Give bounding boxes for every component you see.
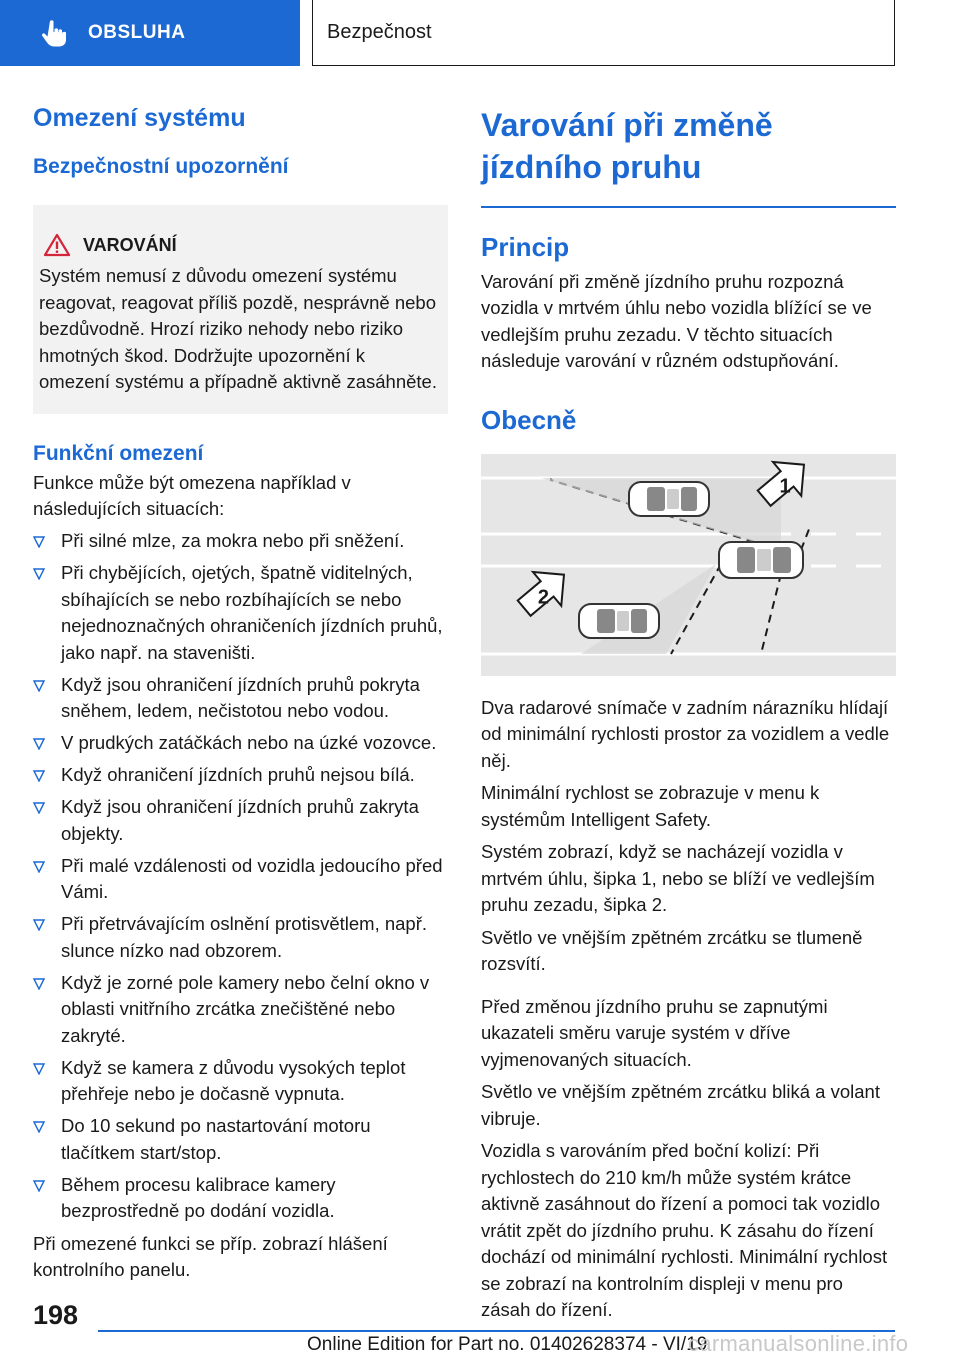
paragraph: Minimální rychlost se zobrazuje v menu k systémům Intelligent Safety.: [481, 782, 820, 830]
left-column: [33, 100, 448, 1284]
watermark: carmanualsonline.info: [688, 1331, 909, 1356]
paragraph: Světlo ve vnějším zpětném zrcátku se tlumeně rozsvítí.: [481, 926, 863, 974]
hand-pointer-icon: [40, 18, 70, 48]
lane-change-illustration: [481, 454, 896, 676]
warning-triangle-icon: [43, 233, 71, 257]
subsection-heading: Bezpečnostní upozornění: [33, 155, 289, 178]
paragraph: Vozidla s varováním před boční kolizí: Při rychlostech do 210 km/h může systém krátce aktivně zasáhnout do řízení a pomoci tak vozidlo vrátit zpět do jízdního pruhu. K zásahu do řízení dochází od minimální rychlosti. Minimální rychlost se zobrazí na kontrolním displeji v menu pro zásah do řízení.: [481, 1140, 888, 1320]
list-item: Při chybějících, ojetých, špatně viditelných, sbíhajících se nebo rozbíhajících se nebo nejednoznačných ohraničeních jízdních pruhů, jako např. na staveništi.: [33, 560, 448, 666]
chapter-tab[interactable]: [0, 0, 300, 66]
triangle-bullet-icon: [33, 1121, 45, 1133]
paragraph: Před změnou jízdního pruhu se zapnutými ukazateli směru varuje systém v dříve vyjmenovaných situacích.: [481, 995, 828, 1070]
list-item: Když se kamera z důvodu vysokých teplot přehřeje nebo je dočasně vypnuta.: [33, 1055, 448, 1108]
section-header: [312, 0, 895, 66]
principle-heading: Princip: [481, 231, 570, 262]
list-item: Při silné mlze, za mokra nebo při sněžení.: [33, 528, 448, 555]
paragraph: Systém zobrazí, když se nacházejí vozidla v mrtvém úhlu, šipka 1, nebo se blíží ve vedlejším pruhu zezadu, šipka 2.: [481, 841, 875, 915]
main-heading: Varování při změně jízdního pruhu: [481, 107, 773, 185]
list-item: Při přetrvávajícím oslnění protisvětlem, např. slunce nízko nad obzorem.: [33, 911, 448, 964]
list-item: V prudkých zatáčkách nebo na úzké vozovce.: [33, 730, 448, 757]
triangle-bullet-icon: [33, 861, 45, 873]
triangle-bullet-icon: [33, 919, 45, 931]
list-item: Do 10 sekund po nastartování motoru tlačítkem start/stop.: [33, 1113, 448, 1166]
vehicle-blind-spot: [629, 482, 709, 516]
arrow-1-label: 1: [779, 474, 791, 497]
warning-text: Systém nemusí z důvodu omezení systému reagovat, reagovat příliš pozdě, nesprávně nebo bezdůvodně. Hrozí riziko nehody nebo riziko hmotných škod. Dodržujte upozornění k omezení systému a případně aktivně zasáhněte.: [39, 265, 437, 392]
triangle-bullet-icon: [33, 1180, 45, 1192]
vehicle-approaching: [579, 604, 659, 638]
arrow-2-label: 2: [537, 586, 550, 609]
list-item: Když jsou ohraničení jízdních pruhů pokryta sněhem, ledem, nečistotou nebo vodou.: [33, 672, 448, 725]
list-item: Když jsou ohraničení jízdních pruhů zakryta objekty.: [33, 794, 448, 847]
limitations-list: [33, 528, 448, 1225]
triangle-bullet-icon: [33, 802, 45, 814]
triangle-bullet-icon: [33, 536, 45, 548]
triangle-bullet-icon: [33, 680, 45, 692]
vehicle-ego: [719, 542, 803, 578]
list-item: Když je zorné pole kamery nebo čelní okno v oblasti vnitřního zrcátka znečištěné nebo zakryté.: [33, 970, 448, 1050]
list-item: Při malé vzdálenosti od vozidla jedoucího před Vámi.: [33, 853, 448, 906]
general-heading: Obecně: [481, 404, 577, 435]
triangle-bullet-icon: [33, 770, 45, 782]
warning-title: [43, 233, 442, 257]
triangle-bullet-icon: [33, 1063, 45, 1075]
right-column: [481, 100, 896, 1324]
function-limits-heading: Funkční omezení: [33, 441, 204, 465]
page-number: 198: [33, 1300, 79, 1330]
triangle-bullet-icon: [33, 568, 45, 580]
section-title: Bezpečnost: [327, 21, 432, 43]
chapter-tab-label: OBSLUHA: [88, 22, 186, 43]
list-item: Když ohraničení jízdních pruhů nejsou bílá.: [33, 762, 448, 789]
heading-rule: [481, 206, 896, 208]
function-limits-outro: Při omezené funkci se příp. zobrazí hlášení kontrolního panelu.: [33, 1232, 388, 1280]
warning-box: [33, 205, 448, 414]
list-item: Během procesu kalibrace kamery bezprostředně po dodání vozidla.: [33, 1172, 448, 1225]
paragraph: Dva radarové snímače v zadním nárazníku hlídají od minimální rychlosti prostor za vozidlem a vedle něj.: [481, 696, 890, 771]
section-heading: Omezení systému: [33, 104, 246, 132]
triangle-bullet-icon: [33, 978, 45, 990]
paragraph: Světlo ve vnějším zpětném zrcátku bliká a volant vibruje.: [481, 1081, 880, 1129]
function-limits-intro: Funkce může být omezena například v následujících situacích:: [33, 471, 351, 519]
warning-label: VAROVÁNÍ: [83, 234, 177, 255]
principle-text: Varování při změně jízdního pruhu rozpozná vozidla v mrtvém úhlu nebo vozidla blížící se ve vedlejším pruhu zezadu. V těchto situacích následuje varování v různém odstupňování.: [481, 270, 872, 371]
triangle-bullet-icon: [33, 738, 45, 750]
edition-text: Online Edition for Part no. 01402628374 - VI/19: [307, 1334, 708, 1355]
